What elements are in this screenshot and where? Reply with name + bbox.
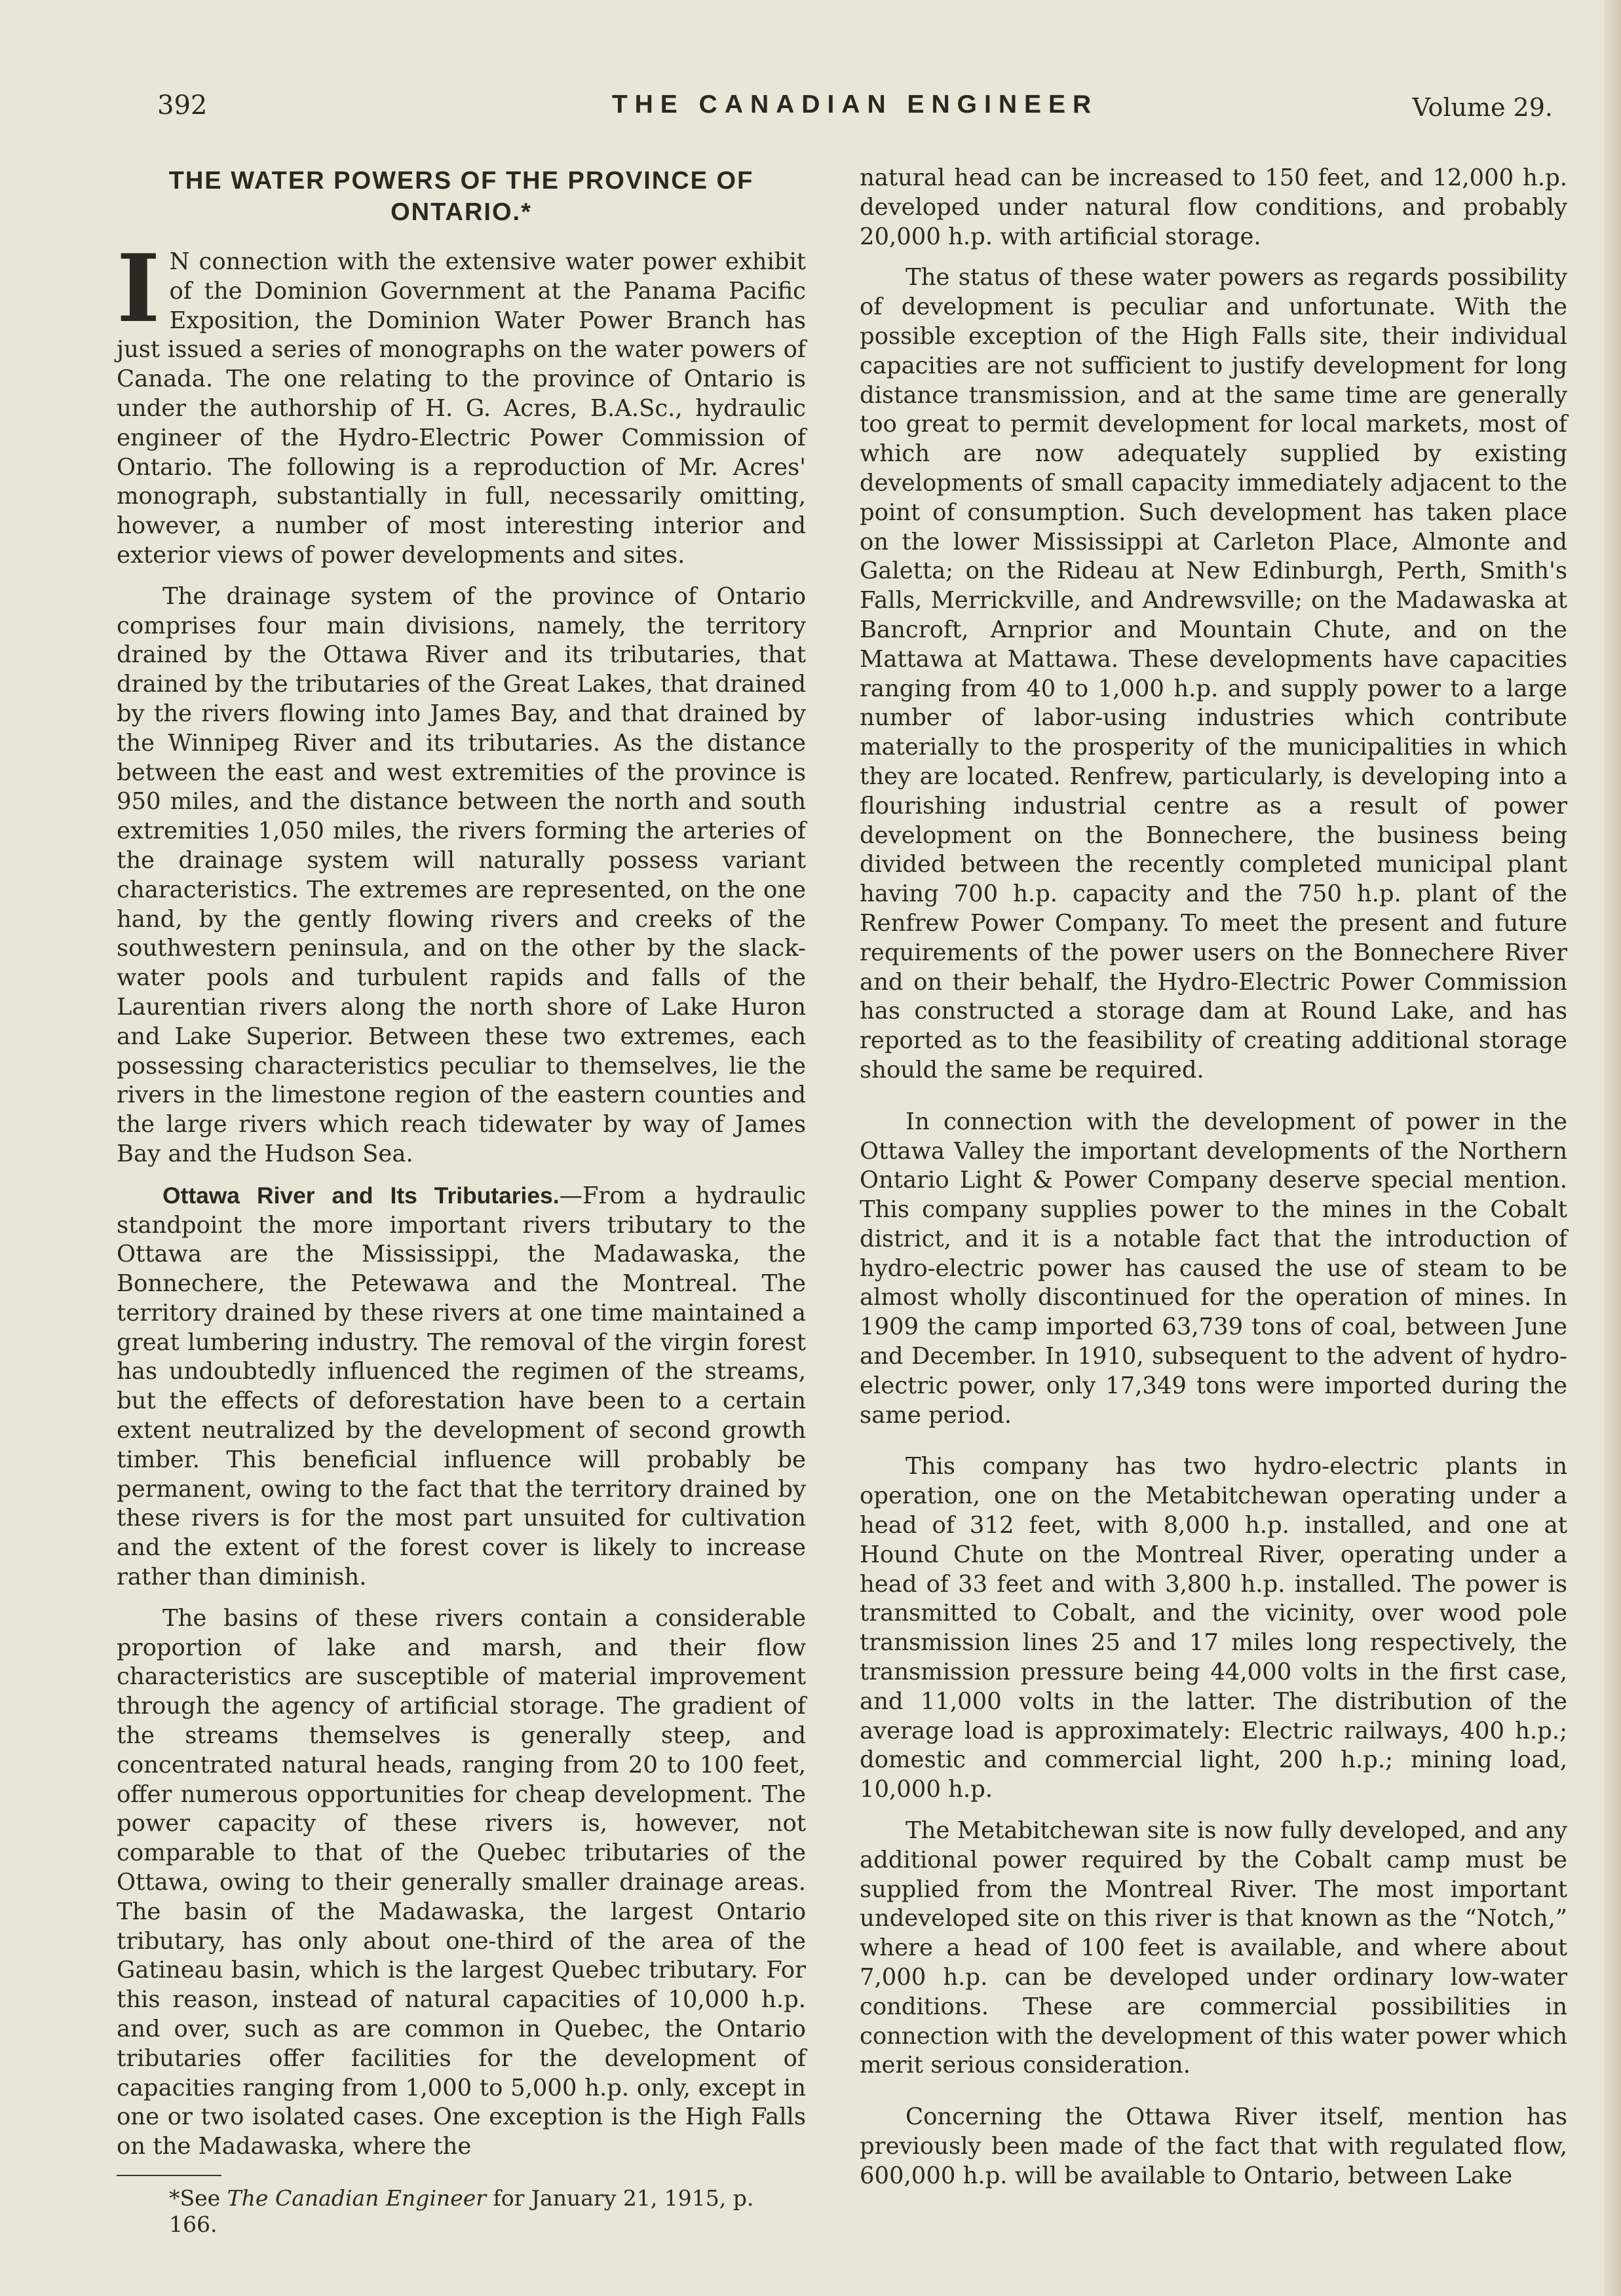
footnote-journal: The Canadian Engineer — [227, 2185, 486, 2211]
paragraph-development-status: The status of these water powers as regards possibility of development is peculiar and unfortunate. With the possible exception of the High Falls site, their individual capacities are not sufficient to justify development for long distance transmission, and at the same time are generally too great to permit development for local markets, most of which are now adequately supplied by existing developments of small capacity immediately adjacent to the point of consumption. Such development has taken place on the lower Mississippi at Carleton Place, Almonte and Galetta; on the Rideau at New Edinburgh, Perth, Smith's Falls, Merrickville, and Andrewsville; on the Madawaska at Bancroft, Arnprior and Mountain Chute, and on the Mattawa at Mattawa. These developments have capacities ranging from 40 to 1,000 h.p. and supply power to a large number of labor-using industries which contribute materially to the prosperity of the municipalities in which they are located. Renfrew, particularly, is developing into a flourishing industrial centre as a result of power development on the Bonnechere, the business being divided between the recently completed municipal plant having 700 h.p. capacity and the 750 h.p. plant of the Renfrew Power Company. To meet the present and future requirements of the power users on the Bonnechere River and on their behalf, the Hydro-Electric Power Commission has constructed a storage dam at Round Lake, and has reported as to the feasibility of creating additional storage should the same be required. — [860, 264, 1567, 1083]
footnote-rule — [117, 2175, 221, 2176]
paragraph-drainage: The drainage system of the province of Ontario comprises four main divisions, namely, the territory drained by the Ottawa River and its tributaries, that drained by the tributaries of the Great Lakes, that drained by the rivers flowing into James Bay, and that drained by the Winnipeg River and its tributaries. As the distance between the east and west extremities of the province is 950 miles, and the distance between the north and south extremities 1,050 miles, the rivers forming the arteries of the drainage system will naturally possess variant characteristics. The extremes are represented, on the one hand, by the gently flowing rivers and creeks of the southwestern peninsula, and on the other by the slack-water pools and turbulent rapids and falls of the Laurentian rivers along the north shore of Lake Huron and Lake Superior. Between these two extremes, each possessing characteristics peculiar to themselves, lie the rivers in the limestone region of the eastern counties and the large rivers which reach tidewater by way of James Bay and the Hudson Sea. — [117, 582, 806, 1167]
left-column — [117, 164, 806, 2238]
paragraph-metabitchewan: The Metabitchewan site is now fully developed, and any additional power required by the Cobalt camp must be supplied from the Montreal River. The most important undeveloped site on this river is that known as the “Notch,” where a head of 100 feet is available, and where about 7,000 h.p. can be developed under ordinary low-water conditions. These are commercial possibilities in connection with the development of this water power which merit serious consideration. — [860, 1817, 1567, 2079]
right-column — [860, 164, 1567, 2191]
section-subhead: Ottawa River and Its Tributaries. — [162, 1182, 560, 1209]
journal-title: THE CANADIAN ENGINEER — [611, 90, 1099, 119]
paragraph-ottawa-river — [117, 1181, 806, 1592]
paragraph-basins: The basins of these rivers contain a considerable proportion of lake and marsh, and their flow characteristics are susceptible of material improvement through the agency of artificial storage. The gradient of the streams themselves is generally steep, and concentrated natural heads, ranging from 20 to 100 feet, offer numerous opportunities for cheap development. The power capacity of these rivers is, however, not comparable to that of the Quebec tributaries of the Ottawa, owing to their generally smaller drainage areas. The basin of the Madawaska, the largest Ontario tributary, has only about one-third of the area of the Gatineau basin, which is the largest Quebec tributary. For this reason, instead of natural capacities of 10,000 h.p. and over, such as are common in Quebec, the Ontario tributaries offer facilities for the development of capacities ranging from 1,000 to 5,000 h.p. only, except in one or two isolated cases. One exception is the High Falls on the Madawaska, where the — [117, 1604, 806, 2160]
page-number: 392 — [157, 90, 208, 121]
volume-label: Volume 29. — [1412, 93, 1553, 122]
footnote-suffix: for January 21, 1915, p. 166. — [169, 2185, 754, 2237]
paragraph-intro — [117, 235, 806, 571]
paragraph-northern-ontario: In connection with the development of power in the Ottawa Valley the important developments of the Northern Ontario Light & Power Company deserve special mention. This company supplies power to the mines in the Cobalt district, and it is a notable fact that the introduction of hydro-electric power has caused the use of steam to be almost wholly discontinued for the operation of mines. In 1909 the camp imported 63,739 tons of coal, between June and December. In 1910, subsequent to the advent of hydro-electric power, only 17,349 tons were imported during the same period. — [860, 1108, 1567, 1429]
running-header — [157, 90, 1553, 130]
paragraph-intro-text: N connection with the extensive water power exhibit of the Dominion Government at the Panama Pacific Exposition, the Dominion Water Power Branch has just issued a series of monographs on the water powers of Canada. The one relating to the province of Ontario is under the authorship of H. G. Acres, B.A.Sc., hydraulic engineer of the Hydro-Electric Power Commission of Ontario. The following is a reproduction of Mr. Acres' monograph, substantially in full, necessarily omitting, however, a number of most interesting interior and exterior views of power developments and sites. — [117, 248, 806, 569]
drop-cap: I — [117, 235, 161, 343]
page-edge — [1604, 0, 1621, 2296]
paragraph-ottawa-river-text: —From a hydraulic standpoint the more important rivers tributary to the Ottawa are the Mississippi, the Madawaska, the Bonnechere, the Petewawa and the Montreal. The territory drained by these rivers at one time maintained a great lumbering industry. The removal of the virgin forest has undoubtedly influenced the regimen of the streams, but the effects of deforestation have been to a certain extent neutralized by the development of second growth timber. This beneficial influence will probably be permanent, owing to the fact that the territory drained by these rivers is for the most part unsuited for cultivation and the extent of the forest cover is likely to increase rather than diminish. — [117, 1182, 806, 1591]
paragraph-ottawa-itself: Concerning the Ottawa River itself, mention has previously been made of the fact that with regulated flow, 600,000 h.p. will be available to Ontario, between Lake — [860, 2103, 1567, 2189]
footnote-prefix: *See — [169, 2185, 227, 2211]
footnote — [117, 2185, 806, 2238]
paragraph-high-falls-continued: natural head can be increased to 150 feet, and 12,000 h.p. developed under natural flow conditions, and probably 20,000 h.p. with artificial storage. — [860, 164, 1567, 250]
paragraph-hydro-plants: This company has two hydro-electric plants in operation, one on the Metabitchewan operating under a head of 312 feet, with 8,000 h.p. installed, and one at Hound Chute on the Montreal River, operating under a head of 33 feet and with 3,800 h.p. installed. The power is transmitted to Cobalt, and the vicinity, over wood pole transmission lines 25 and 17 miles long respectively, the transmission pressure being 44,000 volts in the first case, and 11,000 volts in the latter. The distribution of the average load is approximately: Electric railways, 400 h.p.; domestic and commercial light, 200 h.p.; mining load, 10,000 h.p. — [860, 1453, 1567, 1803]
article-title: THE WATER POWERS OF THE PROVINCE OF ONTARIO.* — [168, 167, 754, 226]
